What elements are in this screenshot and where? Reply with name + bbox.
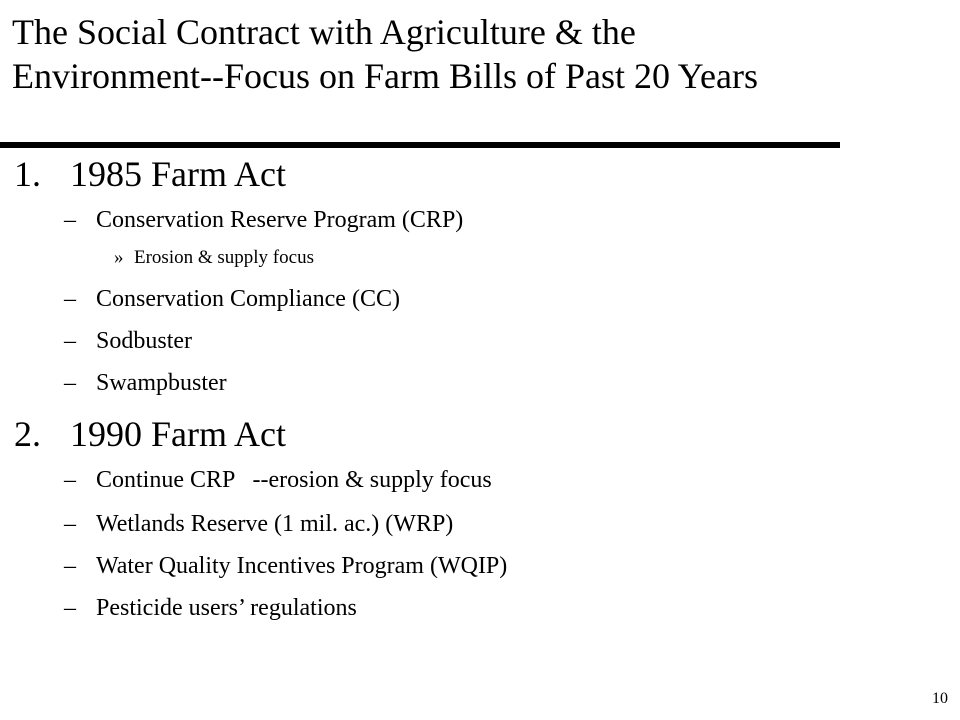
dash-bullet-icon: – [64,467,76,493]
bullet-text: Continue CRP --erosion & supply focus [96,467,492,493]
bullet-item [64,510,453,538]
bullet-text: Sodbuster [96,328,192,354]
bullet-text: Water Quality Incentives Program (WQIP) [96,553,508,579]
bullet-item [64,466,492,494]
section-1-number: 1. [14,154,41,194]
dash-bullet-icon: – [64,286,76,312]
sub-bullet-text: Erosion & supply focus [134,247,314,268]
title-line-1: The Social Contract with Agriculture & the [12,12,636,52]
bullet-item [64,285,400,313]
section-2-number: 2. [14,414,41,454]
dash-bullet-icon: – [64,595,76,621]
bullet-item [64,552,507,580]
bullet-text: Conservation Reserve Program (CRP) [96,207,464,233]
sub-bullet-icon: » [114,247,124,268]
section-1-heading [14,154,286,194]
dash-bullet-icon: – [64,511,76,537]
dash-bullet-icon: – [64,328,76,354]
title-line-2: Environment--Focus on Farm Bills of Past 20 Years [12,56,758,96]
bullet-item [64,327,192,355]
page-number: 10 [932,690,948,707]
dash-bullet-icon: – [64,207,76,233]
bullet-text: Pesticide users’ regulations [96,595,357,621]
bullet-text: Swampbuster [96,370,227,396]
bullet-text: Wetlands Reserve (1 mil. ac.) (WRP) [96,511,454,537]
sub-bullet-item [114,247,314,269]
bullet-item [64,594,357,622]
bullet-item [64,206,463,234]
section-1-title: 1985 Farm Act [70,154,286,194]
section-2-heading [14,414,286,454]
dash-bullet-icon: – [64,370,76,396]
dash-bullet-icon: – [64,553,76,579]
section-2-title: 1990 Farm Act [70,414,286,454]
bullet-text: Conservation Compliance (CC) [96,286,400,312]
bullet-item [64,369,227,397]
